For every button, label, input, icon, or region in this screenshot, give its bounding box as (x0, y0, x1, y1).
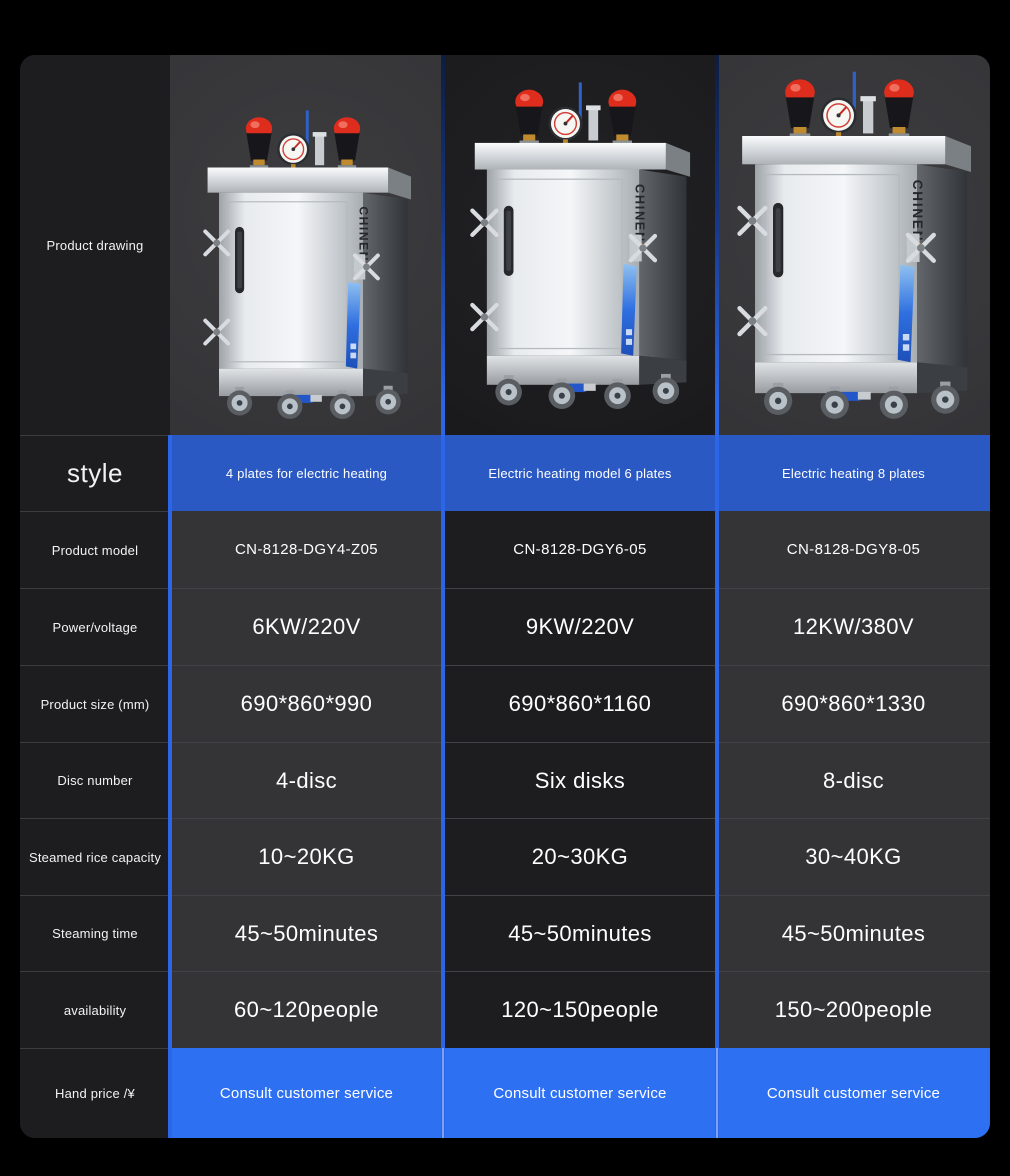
style-label-text: style (67, 458, 123, 488)
column-divider (441, 55, 445, 1138)
product-3-power-cell: 12KW/380V (717, 588, 990, 665)
product-1-disc-cell: 4-disc (170, 742, 443, 818)
product-1-size-cell: 690*860*990 (170, 665, 443, 742)
row-label-capacity: Steamed rice capacity (20, 818, 170, 895)
product-1-power-cell: 6KW/220V (170, 588, 443, 665)
row-label-style (20, 435, 170, 511)
product-image-2 (453, 80, 707, 409)
product-image-cell-3 (717, 55, 990, 435)
row-label-hand-price: Hand price /¥ (20, 1048, 170, 1138)
product-2-size-cell: 690*860*1160 (443, 665, 717, 742)
price-row-divider (442, 1048, 444, 1138)
row-label-availability: availability (20, 971, 170, 1048)
product-image-1 (187, 108, 427, 419)
product-2-model-cell: CN-8128-DGY6-05 (443, 511, 717, 588)
product-3-disc-cell: 8-disc (717, 742, 990, 818)
product-1-availability-cell: 60~120people (170, 971, 443, 1048)
product-2-style-cell: Electric heating model 6 plates (443, 435, 717, 511)
product-3-consult-button[interactable]: Consult customer service (717, 1048, 990, 1138)
price-row-divider (716, 1048, 718, 1138)
column-divider (715, 55, 719, 1138)
row-label-product-model: Product model (20, 511, 170, 588)
product-3-style-cell: Electric heating 8 plates (717, 435, 990, 511)
row-label-product-size: Product size (mm) (20, 665, 170, 742)
row-label-product-drawing: Product drawing (20, 55, 170, 435)
row-label-steaming-time: Steaming time (20, 895, 170, 971)
product-3-model-cell: CN-8128-DGY8-05 (717, 511, 990, 588)
comparison-table (20, 55, 990, 1138)
product-1-style-cell: 4 plates for electric heating (170, 435, 443, 511)
product-2-disc-cell: Six disks (443, 742, 717, 818)
product-2-consult-button[interactable]: Consult customer service (443, 1048, 717, 1138)
product-2-power-cell: 9KW/220V (443, 588, 717, 665)
product-3-availability-cell: 150~200people (717, 971, 990, 1048)
product-2-time-cell: 45~50minutes (443, 895, 717, 971)
product-1-consult-button[interactable]: Consult customer service (170, 1048, 443, 1138)
product-3-capacity-cell: 30~40KG (717, 818, 990, 895)
product-image-3 (719, 69, 989, 419)
product-2-availability-cell: 120~150people (443, 971, 717, 1048)
row-label-power-voltage: Power/voltage (20, 588, 170, 665)
product-1-model-cell: CN-8128-DGY4-Z05 (170, 511, 443, 588)
product-3-size-cell: 690*860*1330 (717, 665, 990, 742)
product-1-capacity-cell: 10~20KG (170, 818, 443, 895)
product-3-time-cell: 45~50minutes (717, 895, 990, 971)
product-1-time-cell: 45~50minutes (170, 895, 443, 971)
product-image-cell-2 (443, 55, 717, 435)
row-label-disc-number: Disc number (20, 742, 170, 818)
column-divider (168, 435, 172, 1138)
product-image-cell-1 (170, 55, 443, 435)
product-2-capacity-cell: 20~30KG (443, 818, 717, 895)
